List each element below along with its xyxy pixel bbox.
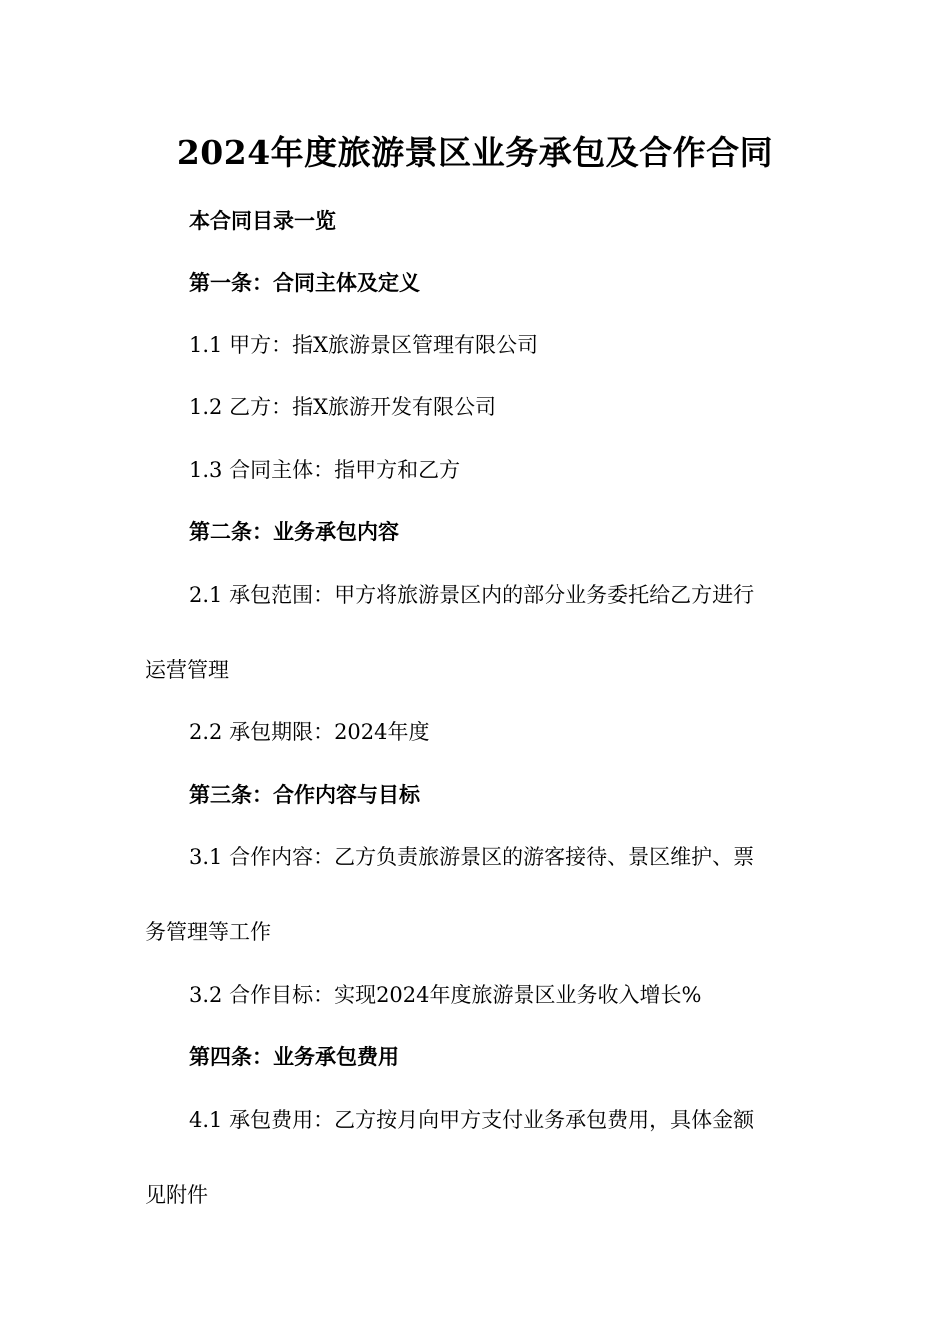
clause-3-2: 3.2 合作目标：实现2024年度旅游景区业务收入增长% bbox=[189, 983, 702, 1007]
section-2-heading: 第二条：业务承包内容 bbox=[189, 519, 399, 544]
clause-3-1: 3.1 合作内容：乙方负责旅游景区的游客接待、景区维护、票 bbox=[189, 845, 755, 869]
toc-heading: 本合同目录一览 bbox=[189, 208, 336, 233]
clause-4-1: 4.1 承包费用：乙方按月向甲方支付业务承包费用，具体金额 bbox=[189, 1108, 755, 1132]
clause-2-1: 2.1 承包范围：甲方将旅游景区内的部分业务委托给乙方进行 bbox=[189, 583, 755, 607]
clause-2-1-continuation: 运营管理 bbox=[145, 658, 229, 682]
clause-2-2: 2.2 承包期限：2024年度 bbox=[189, 720, 430, 744]
clause-1-2: 1.2 乙方：指X旅游开发有限公司 bbox=[189, 395, 497, 419]
clause-3-1-continuation: 务管理等工作 bbox=[145, 920, 271, 944]
clause-1-3: 1.3 合同主体：指甲方和乙方 bbox=[189, 458, 461, 482]
clause-1-1: 1.1 甲方：指X旅游景区管理有限公司 bbox=[189, 333, 539, 357]
clause-4-1-continuation: 见附件 bbox=[145, 1183, 208, 1207]
section-1-heading: 第一条：合同主体及定义 bbox=[189, 270, 420, 295]
document-title: 2024年度旅游景区业务承包及合作合同 bbox=[176, 133, 774, 172]
section-3-heading: 第三条：合作内容与目标 bbox=[189, 782, 420, 807]
section-4-heading: 第四条：业务承包费用 bbox=[189, 1044, 399, 1069]
